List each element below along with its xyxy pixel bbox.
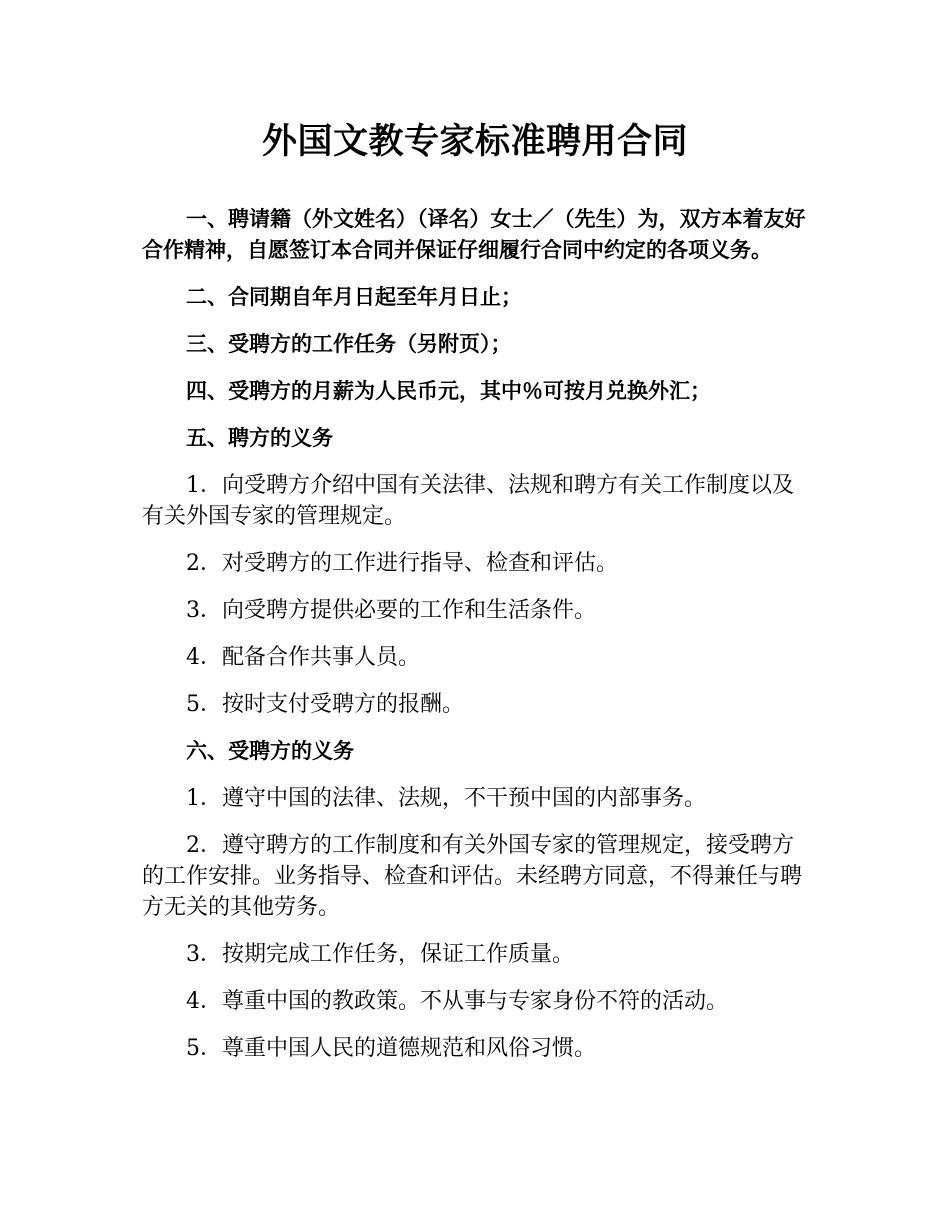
clause-5-item-2: 2．对受聘方的工作进行指导、检查和评估。: [186, 551, 618, 576]
clause-6-item-3: 3．按期完成工作任务，保证工作质量。: [186, 942, 574, 967]
clause-1-parties: 一、聘请籍（外文姓名）（译名）女士／（先生）为，双方本着友好合作精神，自愿签订本合同并保证仔细履行合同中约定的各项义务。: [142, 207, 806, 262]
document-title: 外国文教专家标准聘用合同: [261, 122, 688, 162]
clause-5-item-4: 4．配备合作共事人员。: [186, 645, 420, 670]
clause-5-item-1: 1．向受聘方介绍中国有关法律、法规和聘方有关工作制度以及有关外国专家的管理规定。: [142, 473, 794, 529]
clause-5-heading: 五、聘方的义务: [186, 426, 333, 450]
clause-6-item-2: 2．遵守聘方的工作制度和有关外国专家的管理规定，接受聘方的工作安排。业务指导、检查和评估。未经聘方同意，不得兼任与聘方无关的其他劳务。: [142, 833, 803, 920]
clause-6-item-5: 5．尊重中国人民的道德规范和风俗习惯。: [186, 1036, 596, 1061]
clause-5-item-5: 5．按时支付受聘方的报酬。: [186, 692, 464, 717]
clause-3-tasks: 三、受聘方的工作任务（另附页）；: [186, 332, 512, 356]
clause-4-salary: 四、受聘方的月薪为人民币元，其中％可按月兑换外汇；: [186, 379, 711, 403]
clause-6-item-1: 1．遵守中国的法律、法规，不干预中国的内部事务。: [186, 786, 706, 811]
clause-5-item-3: 3．向受聘方提供必要的工作和生活条件。: [186, 598, 596, 623]
document-body: [142, 204, 814, 1080]
clause-6-heading: 六、受聘方的义务: [186, 739, 354, 763]
clause-6-item-4: 4．尊重中国的教政策。不从事与专家身份不符的活动。: [186, 989, 728, 1014]
clause-2-term: 二、合同期自年月日起至年月日止；: [186, 285, 522, 309]
